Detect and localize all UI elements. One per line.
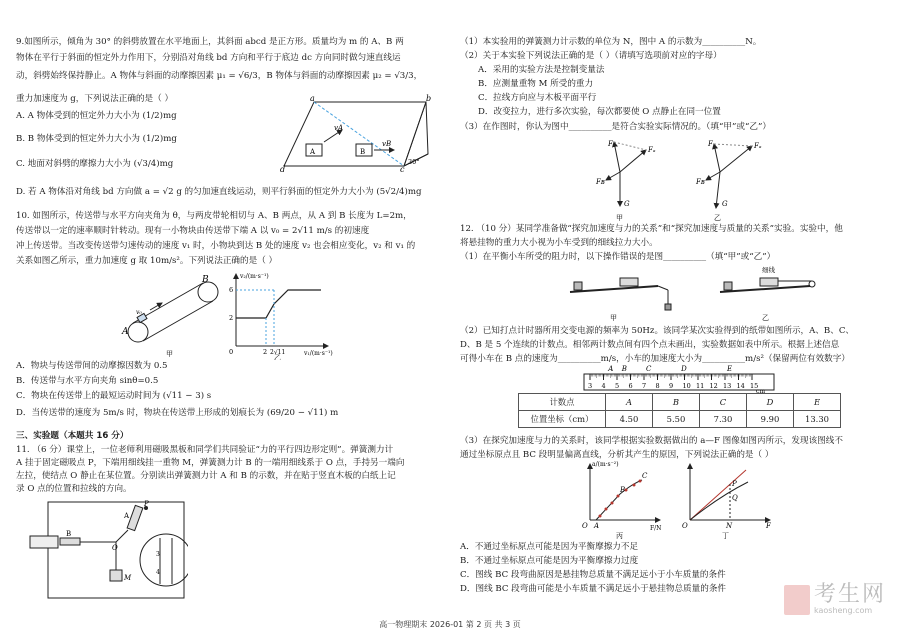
- ruler-label: 8: [655, 382, 660, 390]
- q11-force-diagrams: [590, 136, 790, 222]
- label-g-yi: G: [722, 200, 728, 208]
- ruler-label: 9: [669, 382, 674, 390]
- q12-part-2-l2: D、B 是 5 个连续的计数点。相邻两计数点间有四个点未画出，实验数据如表中所示。根据上述信息: [460, 340, 840, 350]
- section-3-heading: 三、实验题（本题共 16 分）: [16, 431, 129, 441]
- tape-ruler: [580, 364, 780, 394]
- label-block-b: B: [360, 148, 366, 156]
- q12-part-2-l3: 可得小车在 B 点的速度为__________m/s，小车的加速度大小为__________m/s²（保留两位有效数字）: [460, 354, 850, 364]
- q9-option-a: A. A 物体受到的恒定外力大小为 (1/2)mg: [16, 111, 177, 121]
- label-fa-jia: Fₐ: [648, 146, 656, 154]
- q12-part-3-l1: （3）在探究加速度与力的关系时，该同学根据实验数据做出的 a—F 图像如图丙所示，发现该图线不: [460, 436, 843, 446]
- q11-part-1: （1）本实验用的弹簧测力计示数的单位为 N，图中 A 的示数为__________N。: [460, 37, 762, 47]
- q12-option-a: A．不通过坐标原点可能是因为平衡摩擦力不足: [460, 542, 639, 552]
- q10-option-b: B．传送带与水平方向夹角 sinθ=0.5: [16, 376, 159, 386]
- graph-bing: [582, 461, 661, 540]
- q11-line-4: 录 O 点的位置和拉线的方向。: [16, 484, 132, 494]
- label-block-a: A: [310, 148, 316, 156]
- table-cell: D: [747, 394, 794, 411]
- q11-line-1: 11. （6 分）课堂上，一位老师利用磁吸黑板和同学们共同验证“力的平行四边形定则”。弹簧测力计: [16, 445, 394, 455]
- table-cell: 13.30: [794, 411, 841, 428]
- track-yi: [720, 265, 815, 322]
- q9-option-c: C. 地面对斜劈的摩擦力大小为 (√3/4)mg: [16, 159, 174, 169]
- label-b: b: [426, 94, 432, 103]
- origin-ding: O: [682, 522, 688, 530]
- label-xixian: 细线: [762, 266, 775, 274]
- label-p: P: [732, 480, 737, 488]
- q9-line-3: 动，斜劈始终保持静止。A 物体与斜面的动摩擦因素 μ₁ = √6/3，B 物体与斜面的动摩擦因素 μ₂ = √3/3，: [16, 71, 423, 81]
- label-v0: v₀: [136, 309, 142, 316]
- label-p: P: [144, 500, 149, 508]
- caption-jia: 甲: [616, 214, 623, 222]
- ruler-label: 15: [750, 382, 759, 390]
- table-cell: 计数点: [519, 394, 606, 411]
- ruler-point-label: A: [608, 365, 614, 373]
- tick-3: 3: [156, 551, 160, 558]
- q12-cart-figures: [550, 264, 850, 324]
- tick-0: 0: [229, 348, 234, 356]
- ruler-unit: cm: [756, 388, 766, 394]
- tick-x2: 2: [263, 348, 268, 356]
- label-n: N: [726, 522, 733, 530]
- caption-jia: 甲: [610, 314, 617, 322]
- table-cell: E: [794, 394, 841, 411]
- ruler-point-label: C: [646, 365, 652, 373]
- label-c: C: [642, 472, 648, 480]
- ruler-label: 5: [615, 382, 620, 390]
- table-cell: 5.50: [653, 411, 700, 428]
- ruler-point-label: D: [681, 365, 687, 373]
- q12-part-1: （1）在平衡小车所受的阻力时，以下操作错误的是图__________（填“甲”或“乙”）: [460, 252, 776, 262]
- page-footer: 高一物理期末 2026-01 第 2 页 共 3 页: [379, 620, 521, 629]
- q12-option-b: B．不通过坐标原点可能是因为平衡摩擦力过度: [460, 556, 639, 566]
- table-cell: A: [606, 394, 653, 411]
- label-q: Q: [732, 494, 738, 502]
- graph-ylabel: v₂/(m·s⁻¹): [240, 273, 269, 280]
- label-g-jia: G: [624, 200, 630, 208]
- label-o: O: [112, 544, 118, 552]
- ruler-label: 12: [709, 382, 718, 390]
- label-va: vA: [334, 124, 344, 132]
- caption-yi: 乙: [274, 354, 281, 360]
- q9-option-d: D. 若 A 物体沿对角线 bd 方向做 a = √2 g 的匀加速直线运动，则平行斜面的恒定外力大小为 (5√2/4)mg: [16, 187, 422, 197]
- caption-jia: 甲: [166, 350, 173, 358]
- graph-ding: [682, 464, 772, 540]
- q10-line-4: 关系如图乙所示，重力加速度 g 取 10m/s²。下列说法正确的是（ ）: [16, 256, 278, 266]
- ruler-label: 7: [642, 382, 647, 390]
- q10-line-2: 传送带以一定的速率顺时针转动。现有一小物块由传送带下端 A 以 v₀ = 2√11 m/s 的初速度: [16, 226, 370, 236]
- watermark-text: 考生网: [813, 582, 886, 607]
- ruler-label: 14: [736, 382, 745, 390]
- q11-option-a: A．采用的实验方法是控制变量法: [478, 65, 605, 75]
- q11-part-3: （3）在作图时，你认为图中__________是符合实验实际情况的。（填“甲”或“乙”）: [460, 122, 771, 132]
- label-b: B: [66, 530, 72, 538]
- label-fb-yi: Fʙ: [696, 178, 705, 186]
- q10-option-c: C．物块在传送带上的最短运动时间为 (√11 − 3) s: [16, 391, 212, 401]
- table-header-row: [519, 394, 841, 411]
- q10-option-a: A．物块与传送带间的动摩擦因数为 0.5: [16, 361, 168, 371]
- q9-option-b: B. B 物体受到的恒定外力大小为 (1/2)mg: [16, 134, 177, 144]
- table-cell: 7.30: [700, 411, 747, 428]
- label-c: c: [400, 165, 405, 172]
- caption-bing: 丙: [616, 532, 623, 540]
- q12-line-2: 将悬挂物的重力大小视为小车受到的细线拉力大小。: [460, 238, 658, 248]
- q11-option-b: B．应测量重物 M 所受的重力: [478, 79, 594, 89]
- label-b: B: [202, 275, 209, 285]
- watermark: [784, 584, 886, 615]
- q11-line-3: 左拉，使结点 O 静止在某位置。分别读出弹簧测力计 A 和 B 的示数，并在贴于竖直木板的白纸上记: [16, 471, 396, 481]
- ruler-label: 11: [696, 382, 705, 390]
- q10-option-d: D．当传送带的速度为 5m/s 时，物块在传送带上形成的划痕长为 (69/20 − √11) m: [16, 408, 339, 418]
- table-row: [519, 411, 841, 428]
- q12-af-graphs: [580, 460, 780, 540]
- table-cell: B: [653, 394, 700, 411]
- label-f-jia: F: [608, 140, 613, 148]
- diagram-jia: [595, 140, 656, 222]
- label-a: A: [122, 327, 129, 337]
- watermark-url: kaosheng.com: [813, 606, 873, 615]
- tick-4: 4: [156, 569, 160, 576]
- ruler-label: 3: [588, 382, 593, 390]
- q9-line-4: 重力加速度为 g，下列说法正确的是（ ）: [16, 94, 174, 104]
- label-angle: 30°: [408, 158, 420, 166]
- q9-incline-figure: [278, 94, 448, 172]
- q12-option-d: D．图线 BC 段弯曲可能是小车质量不满足远小于悬挂物总质量的条件: [460, 584, 727, 594]
- table-cell: C: [700, 394, 747, 411]
- table-cell: 9.90: [747, 411, 794, 428]
- label-a: A: [124, 512, 130, 520]
- label-m: M: [124, 574, 132, 582]
- label-b: B: [620, 486, 626, 494]
- diagram-yi: [695, 140, 762, 222]
- label-a: a: [310, 94, 315, 103]
- origin-bing: O: [582, 522, 588, 530]
- caption-yi: 乙: [762, 314, 769, 322]
- label-vb: vB: [382, 140, 392, 148]
- ruler-point-label: E: [727, 365, 733, 373]
- q11-option-c: C．拉线方向应与木板平面平行: [478, 93, 597, 103]
- caption-yi: 乙: [714, 214, 721, 222]
- label-fb-jia: Fʙ: [596, 178, 605, 186]
- q11-spring-scale-figure: [28, 498, 188, 606]
- q11-option-d: D．改变拉力，进行多次实验，每次都要使 O 点静止在同一位置: [478, 107, 721, 117]
- ruler-label: 13: [723, 382, 732, 390]
- label-f: F: [766, 522, 771, 530]
- q9-line-1: 9.如图所示，倾角为 30° 的斜劈放置在水平地面上，其斜面 abcd 是正方形。质量均为 m 的 A、B 两: [16, 37, 404, 47]
- q12-part-3-l2: 通过坐标原点且 BC 段明显偏离直线，分析其产生的原因，下列说法正确的是（ ）: [460, 450, 774, 460]
- q11-part-2: （2）关于本实验下列说法正确的是（ ）（请填写选项前对应的字母）: [460, 51, 722, 61]
- ruler-label: 6: [628, 382, 633, 390]
- q10-line-1: 10. 如图所示，传送带与水平方向夹角为 θ，与两皮带轮相切与 A、B 两点，从 A 到 B 长度为 L=2m，: [16, 211, 412, 221]
- q9-line-2: 物体在平行于斜面的恒定外力作用下，分别沿对角线 bd 方向和平行于底边 dc 方向同时做匀速直线运: [16, 53, 401, 63]
- watermark-logo-icon: [784, 585, 810, 615]
- q10-conveyor-figure: [116, 270, 336, 360]
- label-fa-yi: Fₐ: [754, 142, 762, 150]
- label-f-yi: F: [708, 140, 713, 148]
- track-jia: [570, 278, 671, 322]
- xlabel-bing: F/N: [650, 525, 662, 532]
- q12-option-c: C．图线 BC 段弯曲原因是悬挂物总质量不满足远小于小车质量的条件: [460, 570, 726, 580]
- data-table: [518, 393, 841, 428]
- ruler-point-label: B: [621, 365, 627, 373]
- q12-part-2-l1: （2）已知打点计时器所用交变电源的频率为 50Hz。该同学某次实验得到的纸带如图所示，A、B、C、: [460, 326, 855, 336]
- ylabel-bing: a/(m·s⁻²): [592, 461, 619, 468]
- q11-line-2: A 挂于固定磁吸点 P，下端用细线挂一重物 M，弹簧测力计 B 的一端用细线系于 O 点，手持另一端向: [16, 458, 405, 468]
- tick-2sqrt11: 2√11: [270, 349, 286, 356]
- table-cell: 位置坐标（cm）: [519, 411, 606, 428]
- q10-line-3: 冲上传送带。当改变传送带匀速传动的速度 v₁ 时，小物块到达 B 处的速度 v₂ 也会相应变化，v₂ 和 v₁ 的: [16, 241, 416, 251]
- ruler-label: 10: [682, 382, 691, 390]
- label-a: A: [594, 522, 600, 530]
- table-cell: 4.50: [606, 411, 653, 428]
- label-d: d: [280, 165, 286, 172]
- caption-ding: 丁: [722, 532, 729, 540]
- q12-line-1: 12. （10 分）某同学准备做“探究加速度与力的关系”和“探究加速度与质量的关系”实验。实验中，他: [460, 224, 843, 234]
- graph-xlabel: v₁/(m·s⁻¹): [304, 350, 333, 357]
- tick-2: 2: [229, 314, 234, 322]
- tick-6: 6: [229, 286, 234, 294]
- ruler-label: 4: [601, 382, 606, 390]
